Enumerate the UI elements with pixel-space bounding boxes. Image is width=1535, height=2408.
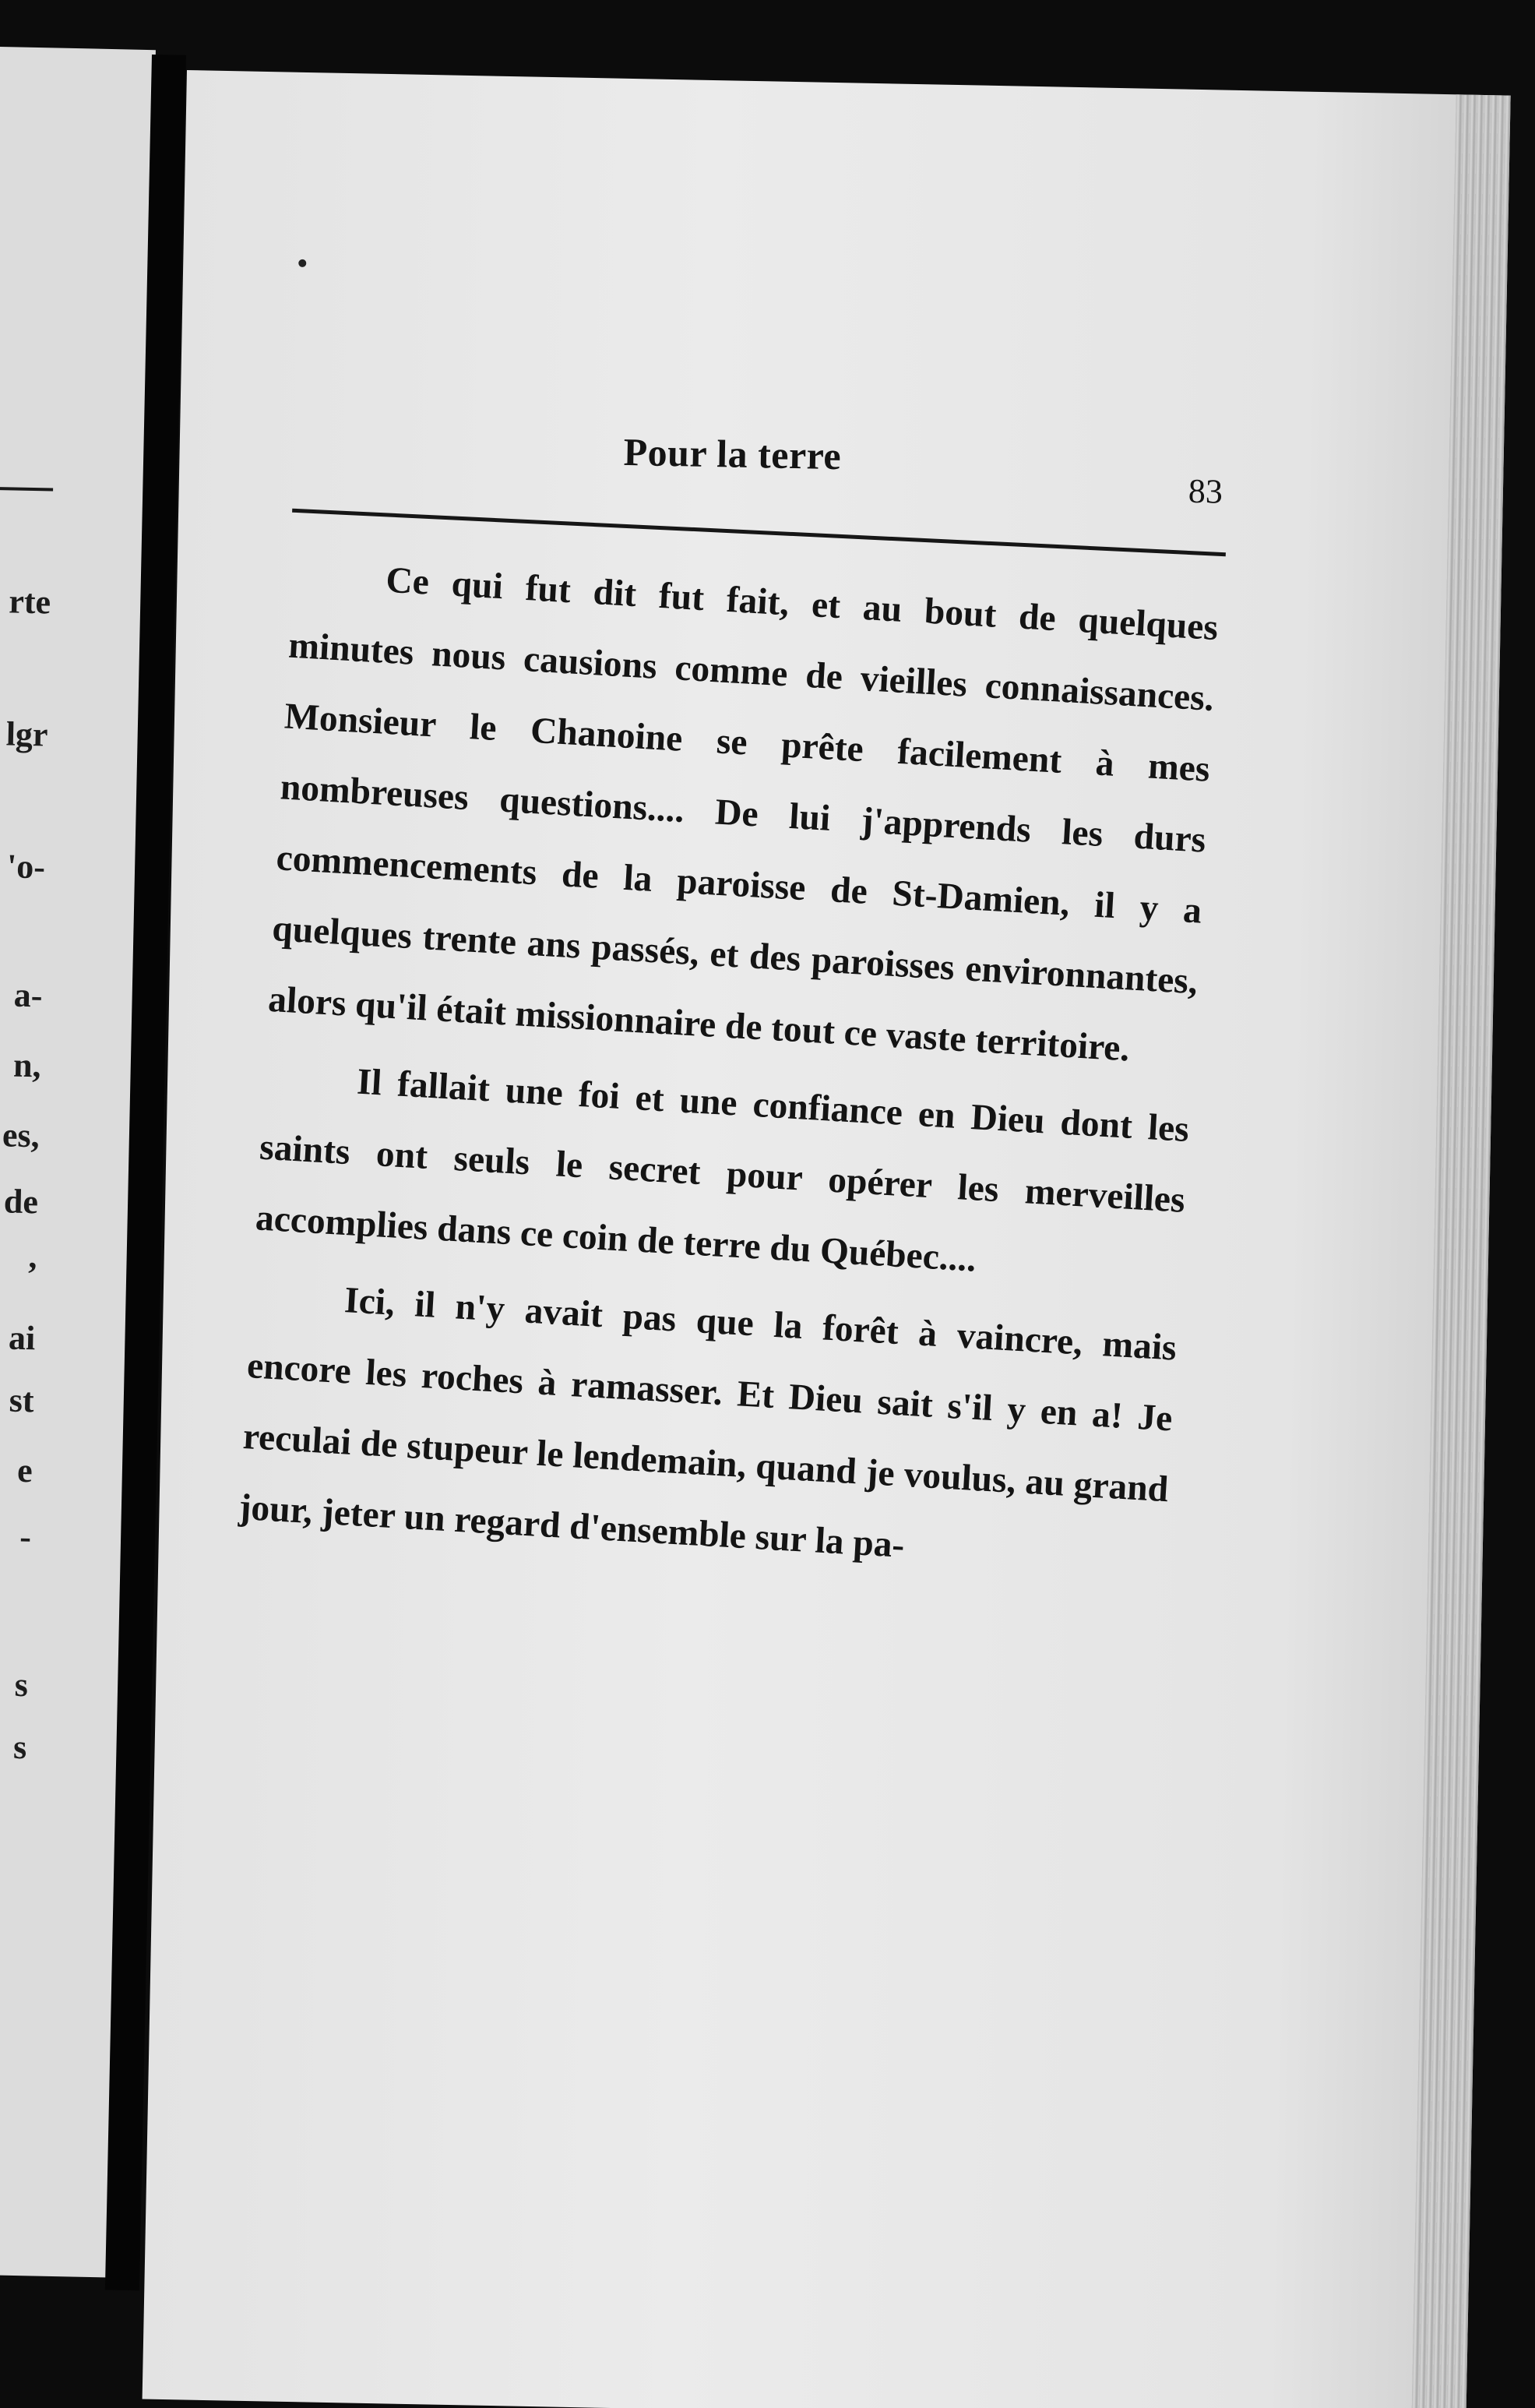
paragraph: Ce qui fut dit fut fait, et au bout de quelques minutes nous causions comme de vieilles connaissances. Monsieur le Chanoine se prête facilement à mes nombreuses questions.... De lui j'apprends les durs commencements de la paroisse de St-Damien, il y a quelques trente ans passés, et des paroisses environnantes, alors qu'il était missionnaire de tout ce vaste territoire. <box>266 559 1220 1070</box>
left-page-fragment: s <box>12 1727 27 1767</box>
page-header <box>296 423 1223 511</box>
page-number: 83 <box>1188 471 1223 511</box>
paragraph: Il fallait une foi et une confiance en Dieu dont les saints ont seuls le secret pour opérer les merveilles accomplies dans ce coin de terre du Québec.... <box>254 1061 1191 1280</box>
dust-speck <box>298 259 306 267</box>
left-page-fragment: st <box>9 1380 35 1420</box>
left-page-fragment: s <box>14 1665 29 1705</box>
left-page-fragment: 'o- <box>6 847 46 887</box>
left-page-fragment: es, <box>2 1116 40 1155</box>
body-text <box>237 540 1220 1602</box>
left-page-fragment: n, <box>12 1045 42 1085</box>
left-page-fragment: rte <box>8 582 51 622</box>
page-content <box>238 72 1230 1566</box>
right-page <box>143 70 1511 2408</box>
left-page-fragment: e <box>16 1451 33 1490</box>
left-page-header-rule <box>0 487 53 492</box>
left-page-fragment: - <box>19 1517 32 1557</box>
left-page-fragment: de <box>3 1182 39 1222</box>
running-title: Pour la terre <box>623 429 842 478</box>
paragraph: Ici, il n'y avait pas que la forêt à vaincre, mais encore les roches à ramasser. Et Dieu sait s'il y en a! Je reculai de stupeur le lendemain, quand je voulus, au grand jour, jeter un regard d'ensemble sur la pa- <box>238 1280 1178 1566</box>
page-edge <box>1411 94 1510 2408</box>
left-page-fragment: , <box>27 1237 38 1276</box>
left-page-fragment: ai <box>8 1318 36 1358</box>
left-page-fragment: a- <box>13 975 44 1015</box>
left-page-fragment: lgr <box>5 714 49 754</box>
